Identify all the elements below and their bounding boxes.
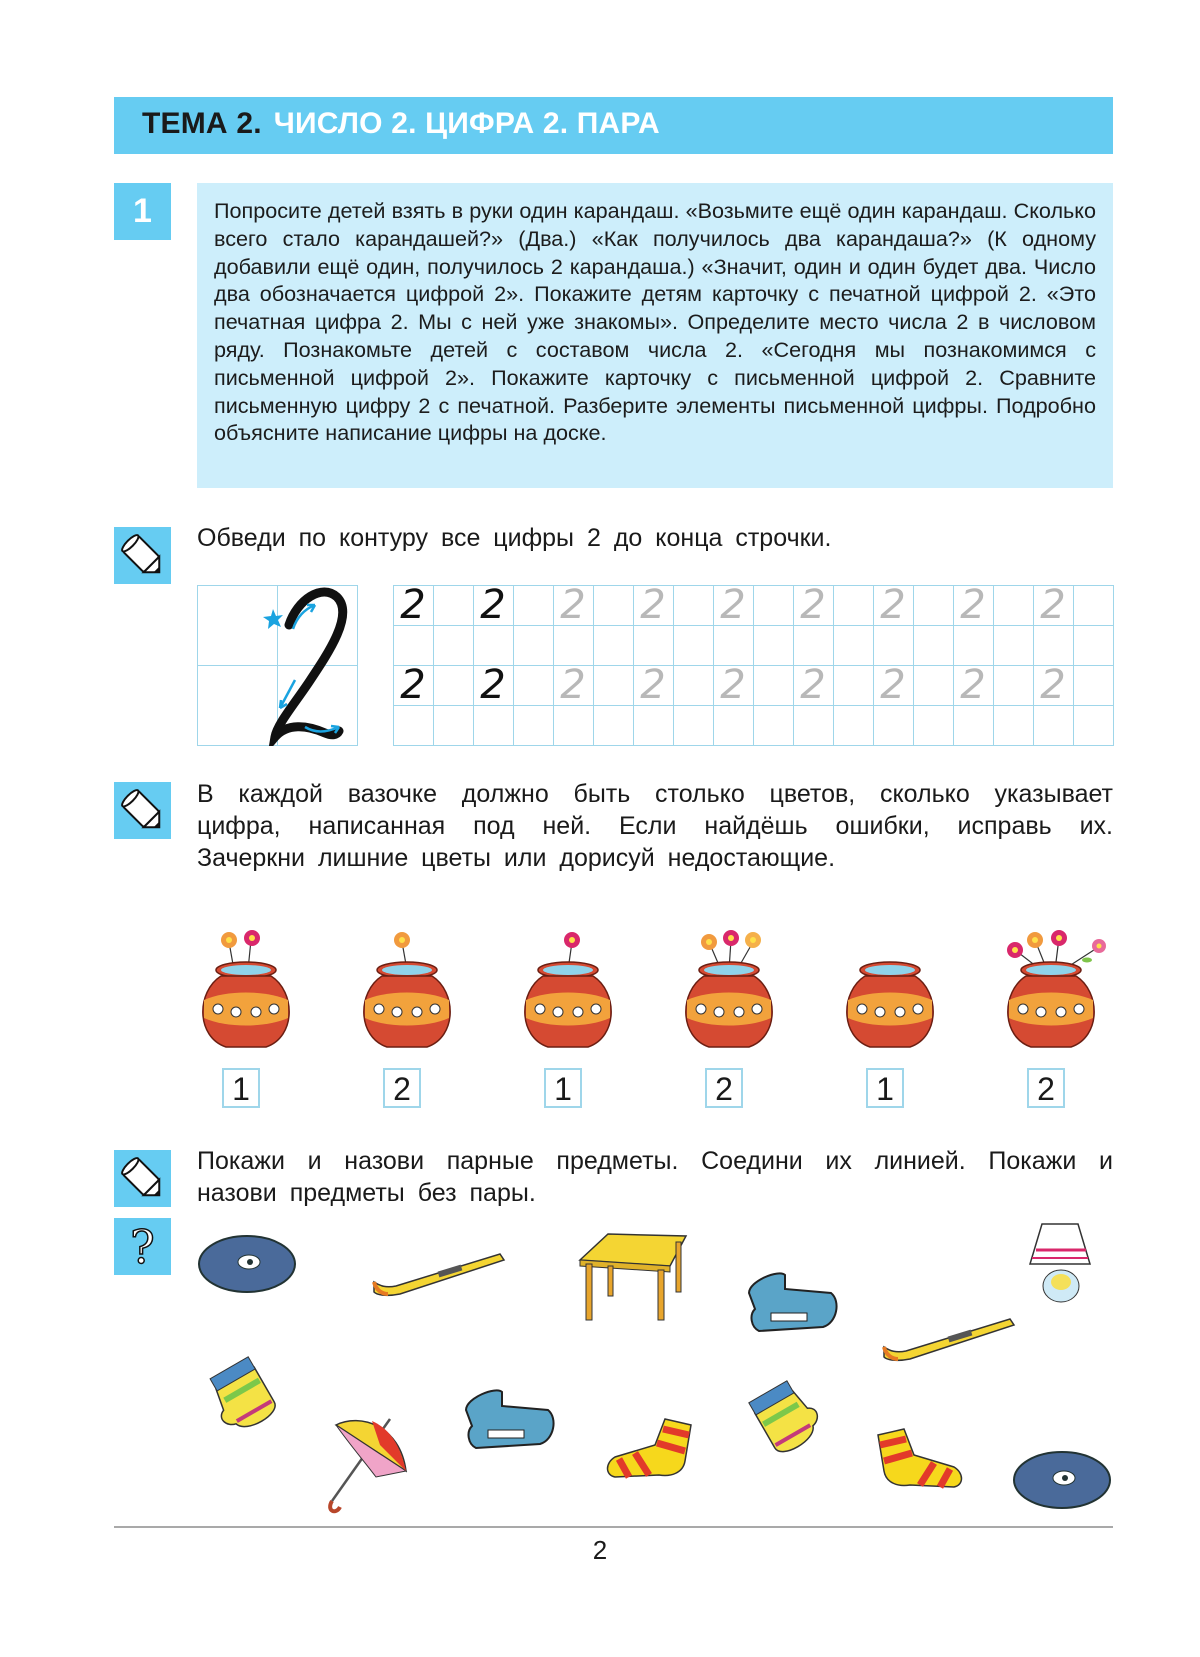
digit-faint[interactable]: 2 <box>1040 662 1066 708</box>
sock-image[interactable] <box>605 1415 697 1485</box>
lamp-image[interactable] <box>1028 1222 1094 1310</box>
digit-faint[interactable]: 2 <box>800 582 826 628</box>
digit-faint[interactable]: 2 <box>800 662 826 708</box>
digit-faint[interactable]: 2 <box>1040 582 1066 628</box>
vase-count-box[interactable]: 2 <box>705 1068 743 1108</box>
vase-with-flowers <box>679 922 779 1052</box>
vase-with-flowers <box>196 922 296 1052</box>
page-number: 2 <box>592 1535 608 1565</box>
wheel-image[interactable] <box>197 1232 299 1296</box>
digit-solid: 2 <box>400 582 426 628</box>
topic-title: ЧИСЛО 2. ЦИФРА 2. ПАРА <box>273 107 660 140</box>
pencil-icon <box>114 782 171 839</box>
vase-count-box[interactable]: 1 <box>544 1068 582 1108</box>
mitten-image[interactable] <box>205 1355 287 1435</box>
vase-with-flowers <box>518 922 618 1052</box>
digit-faint[interactable]: 2 <box>720 662 746 708</box>
trace-digit-grid[interactable] <box>393 582 1114 746</box>
vase-empty <box>840 922 940 1052</box>
vase-with-flowers <box>357 922 457 1052</box>
pencil-icon <box>114 1150 171 1207</box>
potty-image[interactable] <box>462 1382 558 1454</box>
digit-faint[interactable]: 2 <box>640 582 666 628</box>
potty-image[interactable] <box>745 1265 841 1337</box>
topic-number: ТЕМА 2. <box>142 107 262 140</box>
vase-count-box[interactable]: 1 <box>222 1068 260 1108</box>
wheel-image[interactable] <box>1012 1448 1114 1512</box>
task-pairs-instruction: Покажи и назови парные предметы. Соедини их линией. Покажи и назови предметы без пары. <box>197 1147 1113 1207</box>
digit-faint[interactable]: 2 <box>720 582 746 628</box>
teacher-instructions-text: Попросите детей взять в руки один карандаш. «Возьмите ещё один карандаш. Сколько всего стало карандашей?» (Два.) «Как получилось два карандаша?» (К одному добавили ещё один, получилось 2 карандаша.) «Значит, один и один будет два. Число два обозначается цифрой 2». Покажите детям карточку с печатной цифрой 2. «Это печатная цифра 2. Мы с ней уже знакомы». Определите место числа 2 в числовом ряду. Познакомьте детей с составом числа 2. «Сегодня мы познакомимся с письменной цифрой 2». Покажите карточку с письменной цифрой 2. Сравните письменную цифру 2 с печатной. Разберите элементы письменной цифры. Подробно объясните написание цифры на доске. <box>214 198 1096 446</box>
digit-faint[interactable]: 2 <box>640 662 666 708</box>
topic-header <box>114 97 1113 154</box>
step-number-badge: 1 <box>114 183 171 240</box>
topic-heading <box>142 107 660 141</box>
digit-faint[interactable]: 2 <box>560 662 586 708</box>
footer-divider <box>114 1526 1113 1528</box>
sock-image[interactable] <box>872 1425 964 1495</box>
ski-image[interactable] <box>370 1250 510 1302</box>
digit-solid: 2 <box>480 582 506 628</box>
vase-count-box[interactable]: 2 <box>1027 1068 1065 1108</box>
vase-count-box[interactable]: 1 <box>866 1068 904 1108</box>
digit-faint[interactable]: 2 <box>880 582 906 628</box>
mitten-image[interactable] <box>742 1380 824 1460</box>
digit-faint[interactable]: 2 <box>880 662 906 708</box>
digit-solid: 2 <box>400 662 426 708</box>
digit-faint[interactable]: 2 <box>560 582 586 628</box>
digit-solid: 2 <box>480 662 506 708</box>
task-trace-instruction: Обведи по контуру все цифры 2 до конца строчки. <box>197 524 832 552</box>
task-vases-instruction: В каждой вазочке должно быть столько цветов, сколько указывает цифра, написанная под ней. Если найдёшь ошибки, исправь их. Зачеркни лишние цветы или дорисуй недостающие. <box>197 780 1113 872</box>
question-icon: ? <box>114 1218 171 1275</box>
vase-count-box[interactable]: 2 <box>383 1068 421 1108</box>
digit-faint[interactable]: 2 <box>960 662 986 708</box>
sample-digit-two <box>197 585 358 746</box>
umbrella-image[interactable] <box>320 1415 416 1515</box>
sample-digit-grid <box>197 585 358 746</box>
vase-with-flowers <box>1001 922 1113 1052</box>
teacher-instructions <box>197 183 1113 488</box>
table-image[interactable] <box>578 1232 688 1322</box>
pencil-icon <box>114 527 171 584</box>
ski-image[interactable] <box>880 1315 1020 1367</box>
digit-faint[interactable]: 2 <box>960 582 986 628</box>
